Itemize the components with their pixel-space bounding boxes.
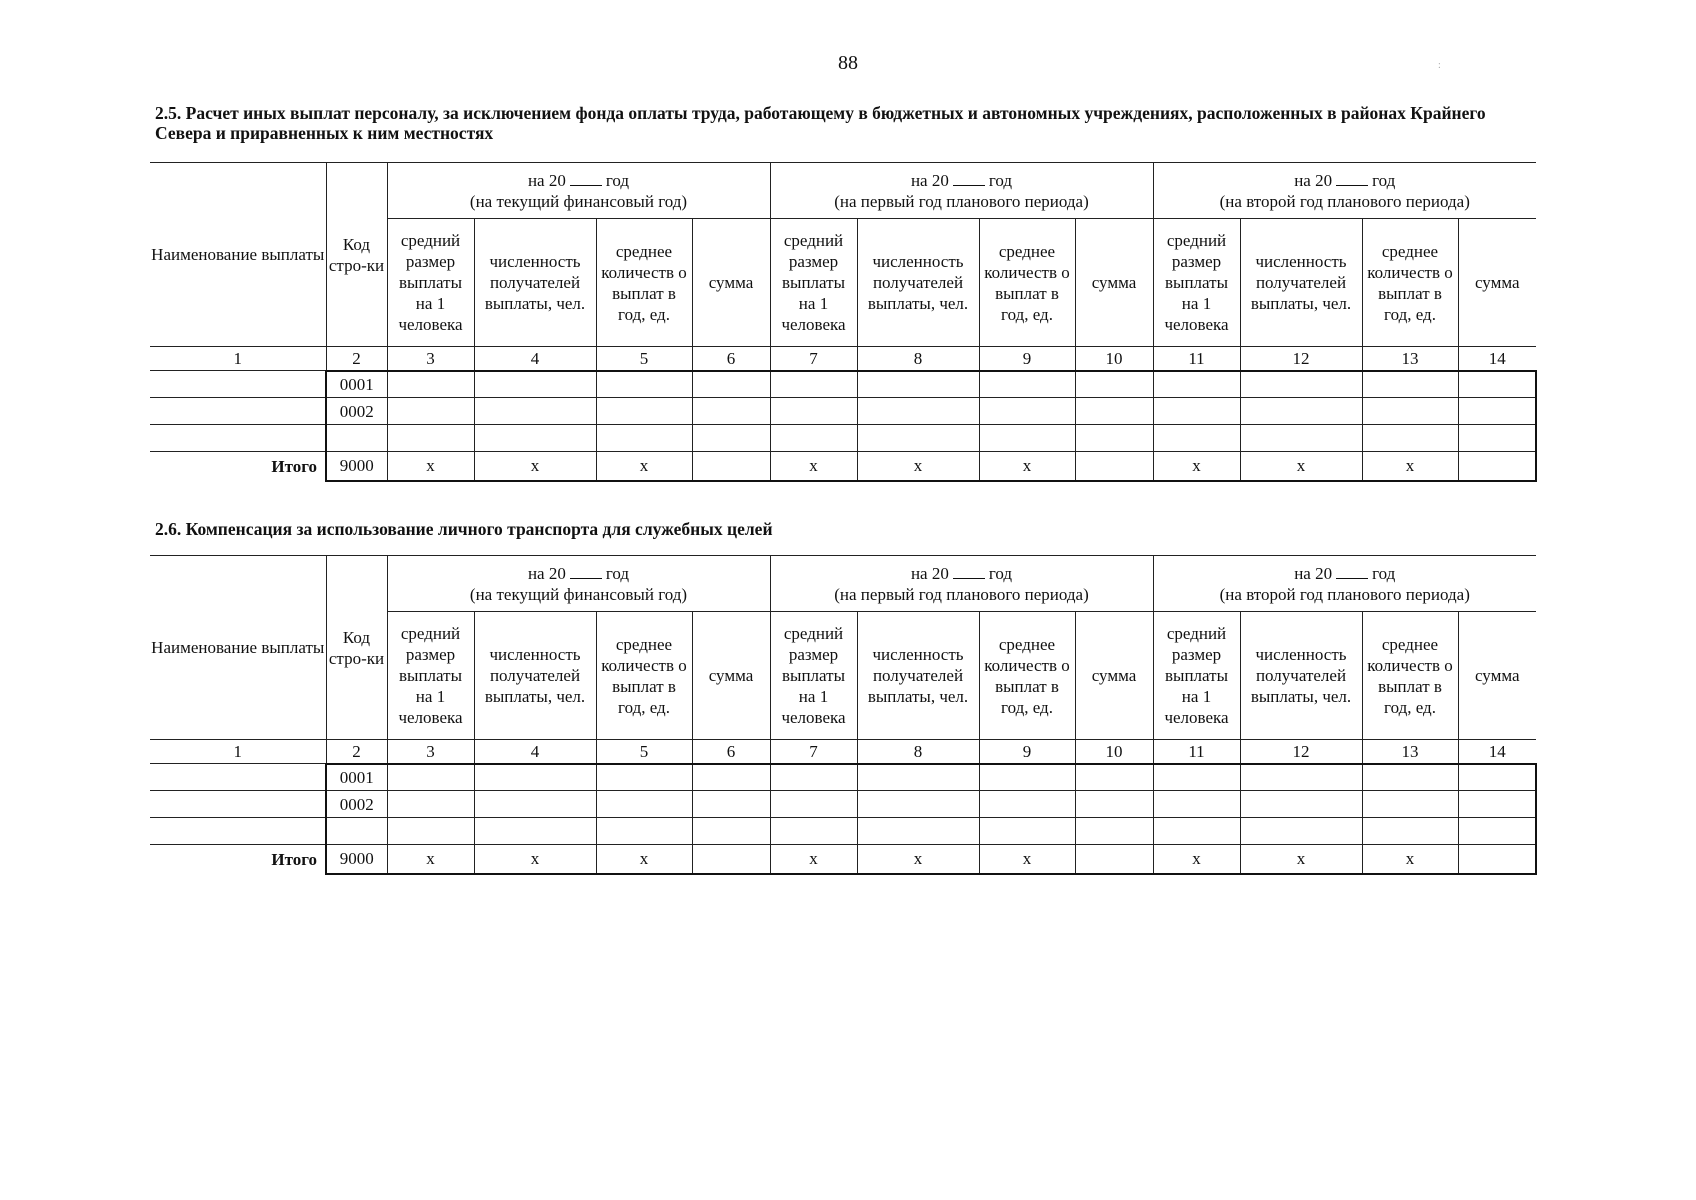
period-prefix: на 20 (527, 563, 566, 583)
data-cell[interactable] (979, 371, 1075, 398)
column-number: 10 (1075, 740, 1153, 764)
row-name-cell[interactable] (150, 398, 326, 425)
section-heading: 2.6. Компенсация за использование личного транспорта для служебных целей (155, 519, 773, 539)
data-cell[interactable] (857, 764, 979, 791)
data-cell[interactable] (474, 791, 596, 818)
data-cell[interactable] (1240, 371, 1362, 398)
column-header: сумма (1075, 219, 1153, 347)
data-cell[interactable] (1075, 371, 1153, 398)
data-cell[interactable] (1458, 425, 1536, 452)
data-cell[interactable] (979, 425, 1075, 452)
column-number: 9 (979, 740, 1075, 764)
data-cell[interactable] (1075, 398, 1153, 425)
row-name-cell[interactable] (150, 425, 326, 452)
data-cell[interactable] (387, 791, 474, 818)
code-header: Код стро-ки (326, 556, 387, 740)
data-cell[interactable] (1075, 425, 1153, 452)
data-cell[interactable] (1458, 371, 1536, 398)
column-number: 2 (326, 740, 387, 764)
data-cell[interactable] (770, 425, 857, 452)
table-row (150, 425, 1536, 452)
row-code-cell: 0001 (326, 371, 387, 398)
data-cell[interactable] (596, 371, 692, 398)
not-applicable-mark: x (1240, 452, 1362, 481)
data-cell[interactable] (387, 818, 474, 845)
data-cell[interactable] (474, 764, 596, 791)
data-cell[interactable] (692, 764, 770, 791)
column-number: 6 (692, 347, 770, 371)
table-row (150, 818, 1536, 845)
period-suffix: год (988, 563, 1013, 583)
year-blank[interactable] (953, 561, 985, 579)
name-header: Наименование выплаты (150, 163, 326, 347)
period-prefix: на 20 (1294, 563, 1333, 583)
payments-table (150, 162, 1537, 482)
data-cell[interactable] (1075, 818, 1153, 845)
data-cell[interactable] (979, 791, 1075, 818)
column-header: среднее количеств о выплат в год, ед. (979, 612, 1075, 740)
not-applicable-mark: x (474, 452, 596, 481)
column-header: численность получателей выплаты, чел. (1240, 219, 1362, 347)
data-cell[interactable] (1153, 764, 1240, 791)
column-header: численность получателей выплаты, чел. (474, 612, 596, 740)
data-cell[interactable] (1075, 764, 1153, 791)
column-number: 9 (979, 347, 1075, 371)
not-applicable-mark: x (1362, 452, 1458, 481)
column-number: 14 (1458, 347, 1536, 371)
column-header: среднее количеств о выплат в год, ед. (1362, 219, 1458, 347)
column-header: численность получателей выплаты, чел. (1240, 612, 1362, 740)
column-header: средний размер выплаты на 1 человека (1153, 612, 1240, 740)
column-number: 4 (474, 347, 596, 371)
total-sum-cell[interactable] (1075, 452, 1153, 481)
data-cell[interactable] (857, 791, 979, 818)
data-cell[interactable] (770, 818, 857, 845)
total-row (150, 452, 1536, 481)
column-number: 7 (770, 347, 857, 371)
total-code: 9000 (326, 845, 387, 874)
column-number: 8 (857, 347, 979, 371)
scan-mark: : (1438, 60, 1441, 71)
column-number: 6 (692, 740, 770, 764)
period-header (770, 556, 1153, 584)
year-blank[interactable] (570, 561, 602, 579)
period-subtitle: (на текущий финансовый год) (387, 584, 770, 612)
period-prefix: на 20 (910, 563, 949, 583)
column-header: среднее количеств о выплат в год, ед. (1362, 612, 1458, 740)
period-header (1153, 163, 1536, 191)
total-label: Итого (150, 845, 326, 874)
data-cell[interactable] (692, 425, 770, 452)
data-cell[interactable] (1362, 398, 1458, 425)
period-suffix: год (605, 563, 630, 583)
not-applicable-mark: x (387, 845, 474, 874)
column-number: 5 (596, 347, 692, 371)
column-number: 1 (150, 347, 326, 371)
data-cell[interactable] (474, 818, 596, 845)
column-number: 11 (1153, 347, 1240, 371)
code-header: Код стро-ки (326, 163, 387, 347)
column-header: средний размер выплаты на 1 человека (1153, 219, 1240, 347)
data-cell[interactable] (1240, 425, 1362, 452)
data-cell[interactable] (387, 371, 474, 398)
not-applicable-mark: x (1153, 452, 1240, 481)
not-applicable-mark: x (387, 452, 474, 481)
column-number: 11 (1153, 740, 1240, 764)
column-number: 10 (1075, 347, 1153, 371)
period-subtitle: (на второй год планового периода) (1219, 584, 1470, 604)
data-cell[interactable] (1153, 425, 1240, 452)
row-code-cell: 0002 (326, 791, 387, 818)
data-cell[interactable] (857, 425, 979, 452)
row-name-cell[interactable] (150, 791, 326, 818)
data-cell[interactable] (1153, 818, 1240, 845)
data-cell[interactable] (1458, 818, 1536, 845)
table-row (150, 764, 1536, 791)
data-cell[interactable] (1153, 398, 1240, 425)
column-header: средний размер выплаты на 1 человека (770, 612, 857, 740)
column-header: средний размер выплаты на 1 человека (770, 219, 857, 347)
table-row (150, 791, 1536, 818)
period-suffix: год (1372, 170, 1396, 190)
payments-table (150, 555, 1537, 875)
not-applicable-mark: x (979, 845, 1075, 874)
not-applicable-mark: x (1153, 845, 1240, 874)
table-row (150, 398, 1536, 425)
data-cell[interactable] (1240, 818, 1362, 845)
total-sum-cell[interactable] (1075, 845, 1153, 874)
data-cell[interactable] (474, 398, 596, 425)
data-cell[interactable] (770, 791, 857, 818)
row-code-cell (326, 425, 387, 452)
row-name-cell[interactable] (150, 818, 326, 845)
data-cell[interactable] (857, 398, 979, 425)
data-cell[interactable] (1240, 791, 1362, 818)
not-applicable-mark: x (1240, 845, 1362, 874)
year-blank[interactable] (570, 168, 602, 186)
period-suffix: год (988, 170, 1013, 190)
total-row (150, 845, 1536, 874)
column-header: сумма (1458, 612, 1536, 740)
data-cell[interactable] (1362, 425, 1458, 452)
period-suffix: год (1372, 563, 1396, 583)
data-cell[interactable] (1362, 764, 1458, 791)
year-blank[interactable] (1336, 561, 1368, 579)
data-cell[interactable] (1362, 791, 1458, 818)
name-header: Наименование выплаты (150, 556, 326, 740)
data-cell[interactable] (387, 425, 474, 452)
table-row (150, 371, 1536, 398)
page-number: 88 (838, 52, 858, 74)
total-sum-cell[interactable] (1458, 452, 1536, 481)
row-code-cell (326, 818, 387, 845)
not-applicable-mark: x (857, 845, 979, 874)
data-cell[interactable] (857, 818, 979, 845)
data-cell[interactable] (979, 818, 1075, 845)
data-cell[interactable] (1153, 371, 1240, 398)
period-subtitle: (на первый год планового периода) (770, 584, 1153, 612)
column-number: 4 (474, 740, 596, 764)
column-number: 13 (1362, 347, 1458, 371)
data-cell[interactable] (692, 398, 770, 425)
period-header (387, 163, 770, 191)
data-cell[interactable] (979, 398, 1075, 425)
column-header: среднее количеств о выплат в год, ед. (596, 219, 692, 347)
data-cell[interactable] (979, 764, 1075, 791)
data-cell[interactable] (692, 818, 770, 845)
total-sum-cell[interactable] (692, 845, 770, 874)
column-number: 7 (770, 740, 857, 764)
column-number: 5 (596, 740, 692, 764)
column-header: средний размер выплаты на 1 человека (387, 612, 474, 740)
not-applicable-mark: x (474, 845, 596, 874)
period-subtitle: (на первый год планового периода) (770, 191, 1153, 219)
data-cell[interactable] (387, 398, 474, 425)
data-cell[interactable] (1240, 398, 1362, 425)
column-header: сумма (1075, 612, 1153, 740)
data-cell[interactable] (1362, 818, 1458, 845)
not-applicable-mark: x (857, 452, 979, 481)
period-header (387, 556, 770, 584)
data-cell[interactable] (1458, 398, 1536, 425)
not-applicable-mark: x (770, 452, 857, 481)
column-number: 8 (857, 740, 979, 764)
column-number: 2 (326, 347, 387, 371)
not-applicable-mark: x (979, 452, 1075, 481)
total-code: 9000 (326, 452, 387, 481)
not-applicable-mark: x (1362, 845, 1458, 874)
total-sum-cell[interactable] (1458, 845, 1536, 874)
period-header (770, 163, 1153, 191)
column-number: 14 (1458, 740, 1536, 764)
column-header: сумма (692, 612, 770, 740)
not-applicable-mark: x (596, 845, 692, 874)
row-name-cell[interactable] (150, 371, 326, 398)
period-prefix: на 20 (1294, 170, 1333, 190)
data-cell[interactable] (857, 371, 979, 398)
column-header: среднее количеств о выплат в год, ед. (979, 219, 1075, 347)
not-applicable-mark: x (770, 845, 857, 874)
data-cell[interactable] (770, 371, 857, 398)
column-number: 12 (1240, 740, 1362, 764)
section-heading: 2.5. Расчет иных выплат персоналу, за исключением фонда оплаты труда, работающему в бюджетных и автономных учреждениях, расположенных в районах Крайнего Севера и приравненных к ним местностях (155, 103, 1486, 143)
data-cell[interactable] (596, 791, 692, 818)
column-header: численность получателей выплаты, чел. (857, 219, 979, 347)
data-cell[interactable] (692, 791, 770, 818)
data-cell[interactable] (596, 764, 692, 791)
column-number: 3 (387, 740, 474, 764)
row-code-cell: 0001 (326, 764, 387, 791)
data-cell[interactable] (596, 425, 692, 452)
data-cell[interactable] (1240, 764, 1362, 791)
column-header: среднее количеств о выплат в год, ед. (596, 612, 692, 740)
data-cell[interactable] (1362, 371, 1458, 398)
period-subtitle: (на второй год планового периода) (1219, 191, 1470, 211)
total-sum-cell[interactable] (692, 452, 770, 481)
column-number: 12 (1240, 347, 1362, 371)
not-applicable-mark: x (596, 452, 692, 481)
data-cell[interactable] (692, 371, 770, 398)
data-cell[interactable] (1075, 791, 1153, 818)
column-header: численность получателей выплаты, чел. (474, 219, 596, 347)
data-cell[interactable] (474, 371, 596, 398)
data-cell[interactable] (1458, 764, 1536, 791)
data-cell[interactable] (474, 425, 596, 452)
column-number: 13 (1362, 740, 1458, 764)
data-cell[interactable] (387, 764, 474, 791)
column-number: 3 (387, 347, 474, 371)
period-suffix: год (605, 170, 630, 190)
year-blank[interactable] (1336, 168, 1368, 186)
column-header: сумма (1458, 219, 1536, 347)
data-cell[interactable] (596, 398, 692, 425)
period-prefix: на 20 (527, 170, 566, 190)
total-label: Итого (150, 452, 326, 481)
data-cell[interactable] (1458, 791, 1536, 818)
period-header (1153, 556, 1536, 584)
row-name-cell[interactable] (150, 764, 326, 791)
data-cell[interactable] (596, 818, 692, 845)
data-cell[interactable] (770, 764, 857, 791)
data-cell[interactable] (770, 398, 857, 425)
data-cell[interactable] (1153, 791, 1240, 818)
row-code-cell: 0002 (326, 398, 387, 425)
period-subtitle: (на текущий финансовый год) (387, 191, 770, 219)
column-header: средний размер выплаты на 1 человека (387, 219, 474, 347)
year-blank[interactable] (953, 168, 985, 186)
column-header: численность получателей выплаты, чел. (857, 612, 979, 740)
column-header: сумма (692, 219, 770, 347)
column-number: 1 (150, 740, 326, 764)
period-prefix: на 20 (910, 170, 949, 190)
